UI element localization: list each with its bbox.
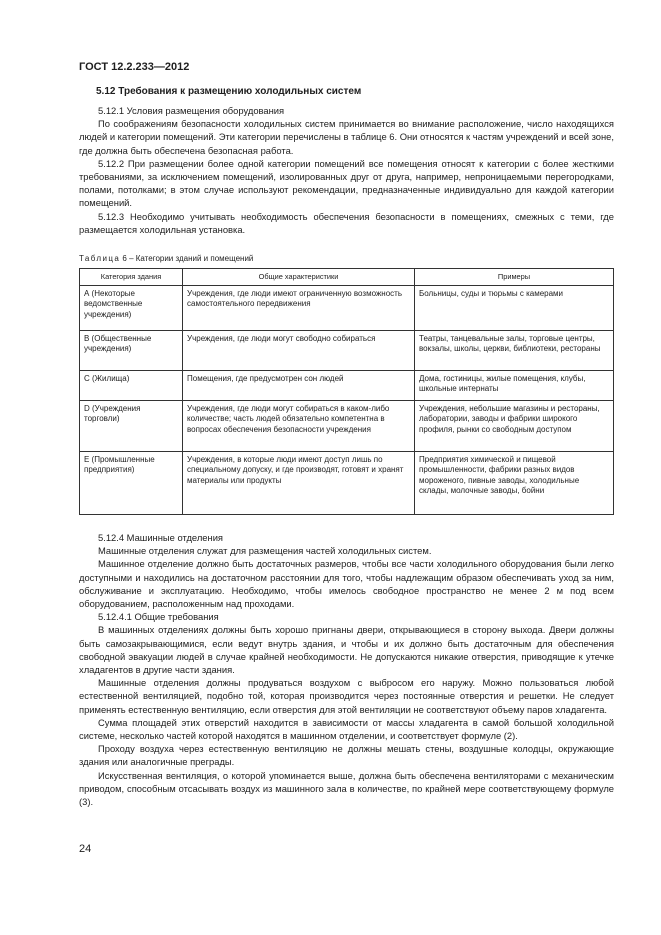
subsection-heading: 5.12.1 Условия размещения оборудования xyxy=(98,105,285,116)
paragraph: Машинные отделения служат для размещения частей холодильных систем. xyxy=(98,545,432,557)
table-cell: Учреждения, где люди могут свободно собираться xyxy=(183,331,415,371)
table-cell: С (Жилища) xyxy=(80,371,183,401)
paragraph: Машинное отделение должно быть достаточных размеров, чтобы все части холодильного оборудования были легко доступными и находились на достаточном расстоянии для того, чтобы надлежащим образом обеспечивать уход за ним, обслуживание и эксплуатацию. Необходимо, чтобы имелось свободное пространство не менее 2 м под всем оборудованием, расположенным над проходами. xyxy=(79,558,614,610)
table-row xyxy=(80,286,614,331)
subsection-heading: 5.12.4.1 Общие требования xyxy=(98,611,219,623)
table-cell: Е (Промышленные предприятия) xyxy=(80,452,183,515)
standard-header: ГОСТ 12.2.233—2012 xyxy=(79,61,190,73)
body-text-bottom xyxy=(79,531,614,808)
table-cell: Помещения, где предусмотрен сон людей xyxy=(183,371,415,401)
body-text-top xyxy=(79,104,614,236)
paragraph: Машинные отделения должны продуваться воздухом с выбросом его наружу. Можно пользоваться любой естественной вентиляцией, подобно той, которая производится через постоянные отверстия и решетки. Не следует применять естественную вентиляцию, если отверстия для этой вентиляции не соответствуют объему паров хладагента. xyxy=(79,677,614,715)
table-cell: D (Учреждения торговли) xyxy=(80,401,183,452)
subsection-heading: 5.12.4 Машинные отделения xyxy=(98,532,224,543)
paragraph: 5.12.2 При размещении более одной категории помещений все помещения относят к категории с более жесткими требованиями, за исключением помещений, изолированных друг от друга, например, непроницаемыми перегородками, полами, потолками; в этом случае используют рекомендации, предназначенные индивидуально для каждой категории помещений. xyxy=(79,157,614,209)
table-cell: Дома, гостиницы, жилые помещения, клубы, школьные интернаты xyxy=(415,371,614,401)
table-cell: А (Некоторые ведомственные учреждения) xyxy=(80,286,183,331)
table-cell: Предприятия химической и пищевой промышленности, фабрики разных видов мороженого, пивные заводы, холодильные склады, молочные заводы, бойни xyxy=(415,452,614,515)
table-caption-word: Таблица xyxy=(79,254,121,263)
table-row xyxy=(80,371,614,401)
page-number: 24 xyxy=(79,843,92,855)
table-cell: Учреждения, где люди могут собираться в каком-либо количестве; часть людей обязательно компетентна в вопросах обеспечения безопасности учреждения xyxy=(183,401,415,452)
table-cell: Учреждения, небольшие магазины и рестораны, лаборатории, заводы и фабрики широкого профиля, рынки со свободным доступом xyxy=(415,401,614,452)
column-header: Примеры xyxy=(415,269,614,286)
table-caption xyxy=(79,254,253,263)
table-cell: Театры, танцевальные залы, торговые центры, вокзалы, школы, церкви, библиотеки, рестораны xyxy=(415,331,614,371)
paragraph: 5.12.3 Необходимо учитывать необходимость обеспечения безопасности в помещениях, смежных с теми, где размещается холодильная установка. xyxy=(79,210,614,235)
table-cell: Учреждения, где люди имеют ограниченную возможность самостоятельного передвижения xyxy=(183,286,415,331)
table-cell: В (Общественные учреждения) xyxy=(80,331,183,371)
paragraph: Проходу воздуха через естественную вентиляцию не должны мешать стены, воздушные колодцы, окружающие здания или аналогичные преграды. xyxy=(79,743,614,768)
column-header: Общие характеристики xyxy=(183,269,415,286)
section-title: 5.12 Требования к размещению холодильных систем xyxy=(96,86,362,97)
table-row xyxy=(80,401,614,452)
table-cell: Учреждения, в которые люди имеют доступ лишь по специальному допуску, и где производят, готовят и хранят материалы или продукты xyxy=(183,452,415,515)
table-row xyxy=(80,452,614,515)
paragraph: В машинных отделениях должны быть хорошо пригнаны двери, открывающиеся в сторону выхода. Двери должны быть самозакрывающимися, если ведут внутрь здания, и чтобы и их должно быть достаточным для обеспечения свободной эвакуации людей в случае крайней необходимости. Не допускаются никакие отверстия, приводящие к утечке хладагентов в другие части здания. xyxy=(79,624,614,676)
paragraph: По соображениям безопасности холодильных систем принимается во внимание расположение, число находящихся людей и категории помещений. Эти категории перечислены в таблице 6. Они относятся к частям учреждений и всей зоне, где должна быть обеспечена безопасная работа. xyxy=(79,118,614,156)
column-header: Категория здания xyxy=(80,269,183,286)
paragraph: Сумма площадей этих отверстий находится в зависимости от массы хладагента в самой большой холодильной системе, несколько частей которой находятся в машинном отделении, и соответствует формуле (2). xyxy=(79,716,614,742)
table-caption-text: 6 – Категории зданий и помещений xyxy=(120,254,254,263)
table-row xyxy=(80,331,614,371)
building-categories-table xyxy=(79,268,614,515)
table-header-row xyxy=(80,269,614,286)
paragraph: Искусственная вентиляция, о которой упоминается выше, должна быть обеспечена вентиляторами с механическим приводом, способным отсасывать воздух из машинного зала в количестве, по крайней мере соответствующему формуле (3). xyxy=(79,769,614,808)
table-cell: Больницы, суды и тюрьмы с камерами xyxy=(415,286,614,331)
